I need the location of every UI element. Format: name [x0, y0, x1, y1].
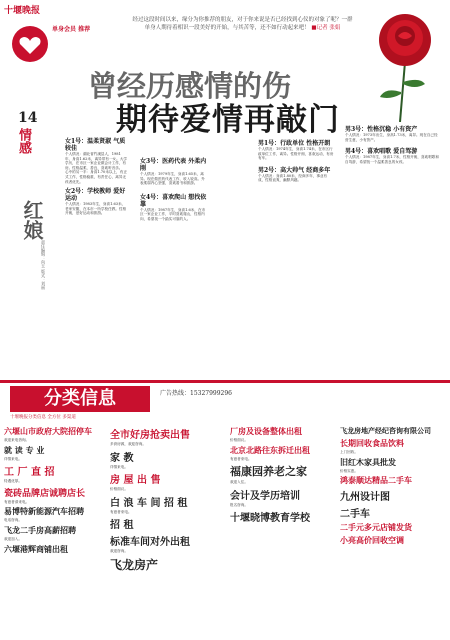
- editor-line: 单身会员 推荐: [52, 26, 91, 33]
- ad-heading: 鸿泰顺达精品二手车: [340, 475, 412, 486]
- ad-heading: 就 读 专 业: [4, 444, 45, 455]
- ad-text: 有意者来电。: [110, 509, 132, 514]
- side-credits: 责任编辑：向玉 版式：刘丽: [41, 240, 46, 290]
- rose-image: [360, 2, 450, 122]
- ad-text: 详情来电。: [110, 464, 128, 469]
- profile-text: 个人情况：湖北省竹溪县人，1981年，身高1.62米，离异带有一女。大学学历，在市区一家企业做会计工作，有房。性格温柔，善良，喜欢听音乐。: [65, 152, 127, 170]
- ad-heading: 六堰山市政府大院招停车: [4, 426, 92, 436]
- ad-heading: 小亮高价回收空调: [340, 535, 404, 546]
- ad-hotline: 广告热线：15327999296: [160, 390, 232, 397]
- ad-heading: 全市好房抢卖出售: [110, 430, 190, 441]
- profile-text: 个人情况：1974年生，身高1.74米，在市区行政单位工作，离异。性格开朗，喜欢运动，有房有车。: [258, 147, 334, 161]
- ad-text: 有意者来电。: [230, 456, 252, 461]
- ad-heading: 飞龙二手房高薪招聘: [4, 524, 76, 535]
- ad-heading: 二手元多元店铺发货: [340, 522, 412, 533]
- ad-text: 多套房源，欢迎咨询。: [110, 442, 146, 446]
- ad-heading: 飞龙房产: [110, 557, 159, 572]
- profile-text: 个人情况：1987年生，身高1.6米，在市区一家企业工作，平时喜欢爬山，性格内向，希望找一个踏实可靠的人。: [140, 207, 206, 221]
- ad-heading: 二手车: [340, 509, 370, 521]
- page-number: 14: [18, 110, 38, 126]
- editor-name: ■记者 张娟: [311, 25, 341, 31]
- profile-text: 个人情况：1983年生，身高1.63米，老家安徽，在本市一所学校任教。性格开朗，爱好运动和旅游。: [65, 202, 127, 216]
- ad-heading: 会计及学历培训: [230, 490, 300, 502]
- classified-subtitle: 十堰晚报分类信息 全方位 多渠道: [10, 415, 76, 420]
- profile-heading: 男3号：性格沉稳 小有资产: [345, 126, 418, 133]
- ad-heading: 瓷砖品牌店诚聘店长: [4, 488, 86, 499]
- ad-heading: 北京北路往东拆迁出租: [230, 444, 310, 455]
- newspaper-masthead: 十堰晚报: [4, 6, 41, 16]
- ad-column-c: [230, 424, 335, 638]
- profile-heading: 女3号：医药代表 外柔内刚: [140, 158, 207, 172]
- ad-text: 有意者请来电。: [4, 499, 30, 504]
- ad-text: 欢迎来电咨询。: [4, 438, 30, 442]
- ad-heading: 旧红木家具批发: [340, 456, 396, 467]
- ad-text: 欢迎入住。: [230, 480, 248, 485]
- profile-text: 个人情况：身高1.80米，经商多年，事业有成，性格直爽，幽默风趣。: [258, 173, 328, 183]
- profile-heading: 男1号：行政单位 性格开朗: [258, 140, 331, 147]
- profile-heading: 男2号：高大帅气 经商多年: [258, 166, 331, 174]
- ad-heading: 房 屋 出 售: [110, 475, 161, 487]
- ad-heading: 标准车间对外出租: [110, 537, 190, 549]
- section-logo: [10, 24, 50, 64]
- profile-heading: 男4号：喜欢唱歌 爱自驾游: [345, 148, 418, 156]
- heart-icon: [10, 24, 50, 64]
- profile-column-4: [345, 126, 440, 164]
- profile-column-2: [140, 130, 208, 222]
- profile-text: 个人情况：1987年生，身高1.7米，性格开朗，喜欢唱歌和自驾游，希望找一个温柔善良的女孩。: [345, 155, 439, 164]
- ad-text: 报名咨询。: [230, 502, 248, 507]
- section-label: 情感: [16, 128, 31, 154]
- ad-heading: 白 浪 车 间 招 租: [110, 497, 188, 509]
- profile-text: 个人情况：1973年出生，身高1.73米，离异。现在自己经营生意，小有资产。: [345, 133, 438, 142]
- ad-text: 价格实惠。: [340, 468, 358, 473]
- classified-title: 分类信息: [10, 386, 150, 412]
- ad-text: 价格面议。: [230, 438, 248, 442]
- ad-heading: 招 租: [110, 520, 134, 532]
- ad-text: 详情来电。: [4, 456, 22, 461]
- headline-sub: 期待爱情再敲门: [116, 102, 340, 138]
- profile-heading: 女4号：喜欢爬山 想找依靠: [140, 193, 207, 208]
- ad-heading: 九州设计图: [340, 492, 390, 504]
- ad-heading: 厂房及设备整体出租: [230, 426, 302, 436]
- ad-text: 价格面议。: [110, 487, 128, 492]
- ad-heading: 十堰晓博教育学校: [230, 513, 310, 525]
- intro-text: 经过这段时间以来，缘分为你推荐的朋友，对于你来说是否已经找到心仪的对象了呢？一群单身人期待着相识一段美好的开始，与其苦等，还不如行动起来吧！ ■记者 张娟: [132, 17, 353, 31]
- section-divider: [0, 380, 450, 383]
- headline-main: 曾经历感情的伤: [88, 69, 292, 103]
- ad-text: 欢迎咨询。: [110, 549, 128, 554]
- ad-text: 欢迎加入。: [4, 536, 22, 541]
- profile-heading: 女2号：学校教师 爱好运动: [65, 188, 126, 203]
- ad-text: 电话咨询。: [4, 518, 22, 523]
- profile-text: 个人情况：1979年生，身高1.65米，离异。现在做医药代表工作，收入较高。外表柔弱内心坚强，喜欢看书和旅游。: [140, 172, 205, 186]
- profile-heading: 女1号：温柔贤淑 气质较佳: [65, 138, 126, 152]
- ad-column-b: [110, 424, 225, 638]
- ad-heading: 家 教: [110, 452, 134, 464]
- profile-column-1: [65, 138, 127, 216]
- ad-text: 待遇优厚。: [4, 479, 22, 484]
- ad-heading: 福康园养老之家: [230, 465, 307, 479]
- profile-text: 心中的另一半：身高1.70米以上，有正式工作，性格稳重，有责任心，离异无孩者优先。: [65, 170, 127, 184]
- ad-heading: 六堰港辉商铺出租: [4, 543, 68, 554]
- ad-heading: 易博特新能源汽车招聘: [4, 506, 84, 517]
- ad-heading: 长期回收食品饮料: [340, 438, 404, 448]
- side-heading: 红娘: [20, 200, 44, 240]
- ad-heading: 工 厂 直 招: [4, 467, 55, 479]
- profile-column-3: [258, 140, 334, 183]
- ad-column-d: [340, 424, 448, 638]
- ad-column-a: [4, 424, 104, 638]
- ad-text: 上门回收。: [340, 450, 358, 454]
- ad-heading: 飞龙房地产经纪咨询有限公司: [340, 426, 431, 435]
